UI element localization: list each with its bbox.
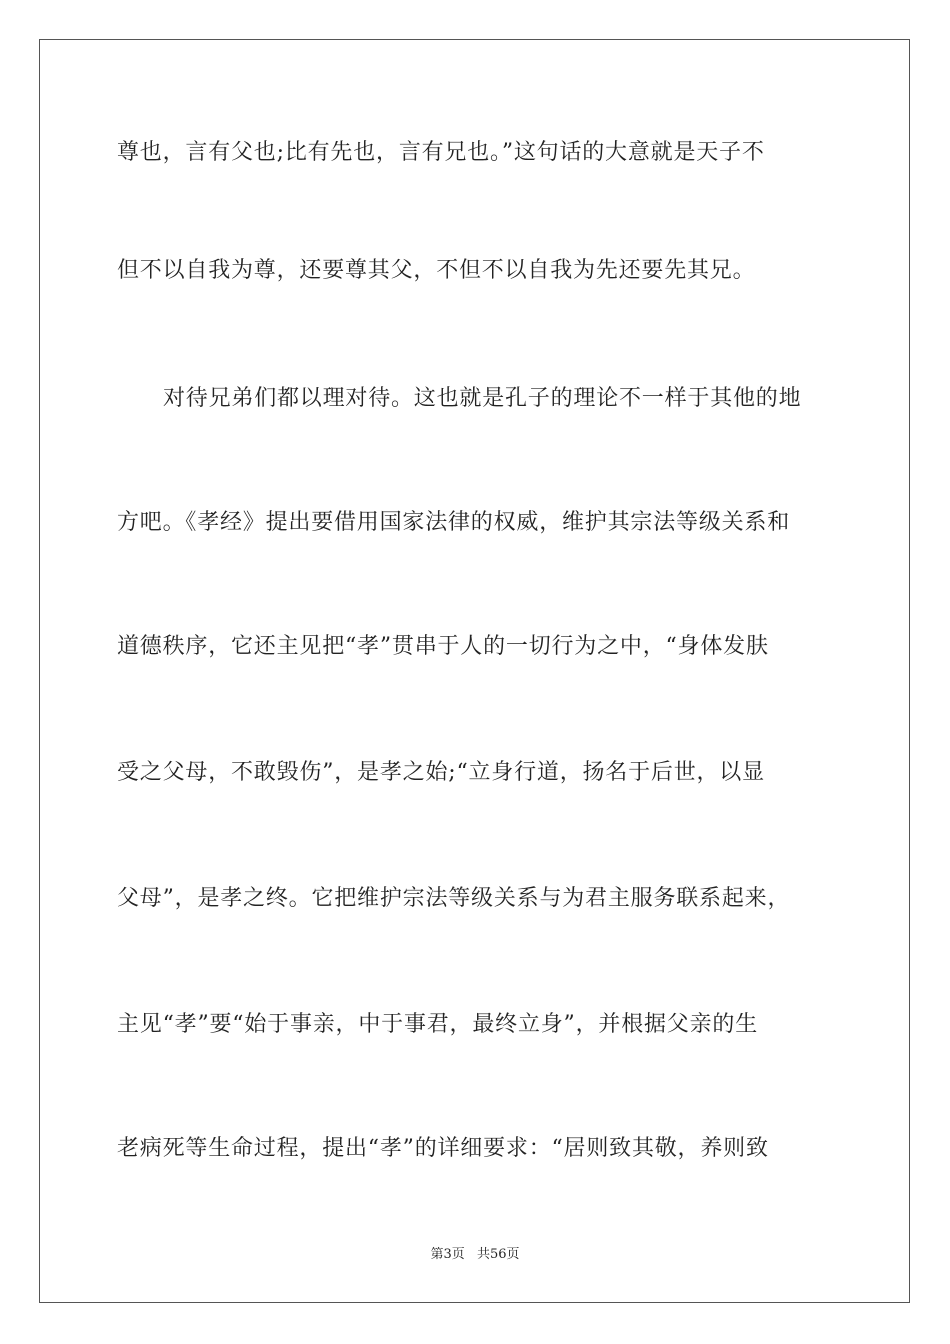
page-number: 第3页	[430, 1247, 465, 1262]
text-line-5: 道德秩序，它还主见把“孝”贯串于人的一切行为之中，“身体发肤	[117, 634, 769, 659]
page-total: 共56页	[476, 1247, 520, 1262]
text-line-8: 主见“孝”要“始于事亲，中于事君，最终立身”，并根据父亲的生	[117, 1012, 758, 1037]
text-line-4: 方吧。《孝经》提出要借用国家法律的权威，维护其宗法等级关系和	[117, 510, 791, 535]
text-line-1: 尊也，言有父也;比有先也，言有兄也。”这句话的大意就是天子不	[117, 140, 765, 165]
text-line-9: 老病死等生命过程，提出“孝”的详细要求：“居则致其敬，养则致	[117, 1136, 769, 1161]
page-footer	[0, 1246, 950, 1264]
text-line-7: 父母”，是孝之终。它把维护宗法等级关系与为君主服务联系起来，	[117, 886, 791, 911]
text-line-6: 受之父母，不敢毁伤”，是孝之始;“立身行道，扬名于后世，以显	[117, 760, 765, 785]
text-line-2: 但不以自我为尊，还要尊其父，不但不以自我为先还要先其兄。	[117, 258, 756, 283]
page-border	[39, 39, 910, 1303]
text-line-3: 对待兄弟们都以理对待。这也就是孔子的理论不一样于其他的地	[163, 386, 802, 411]
